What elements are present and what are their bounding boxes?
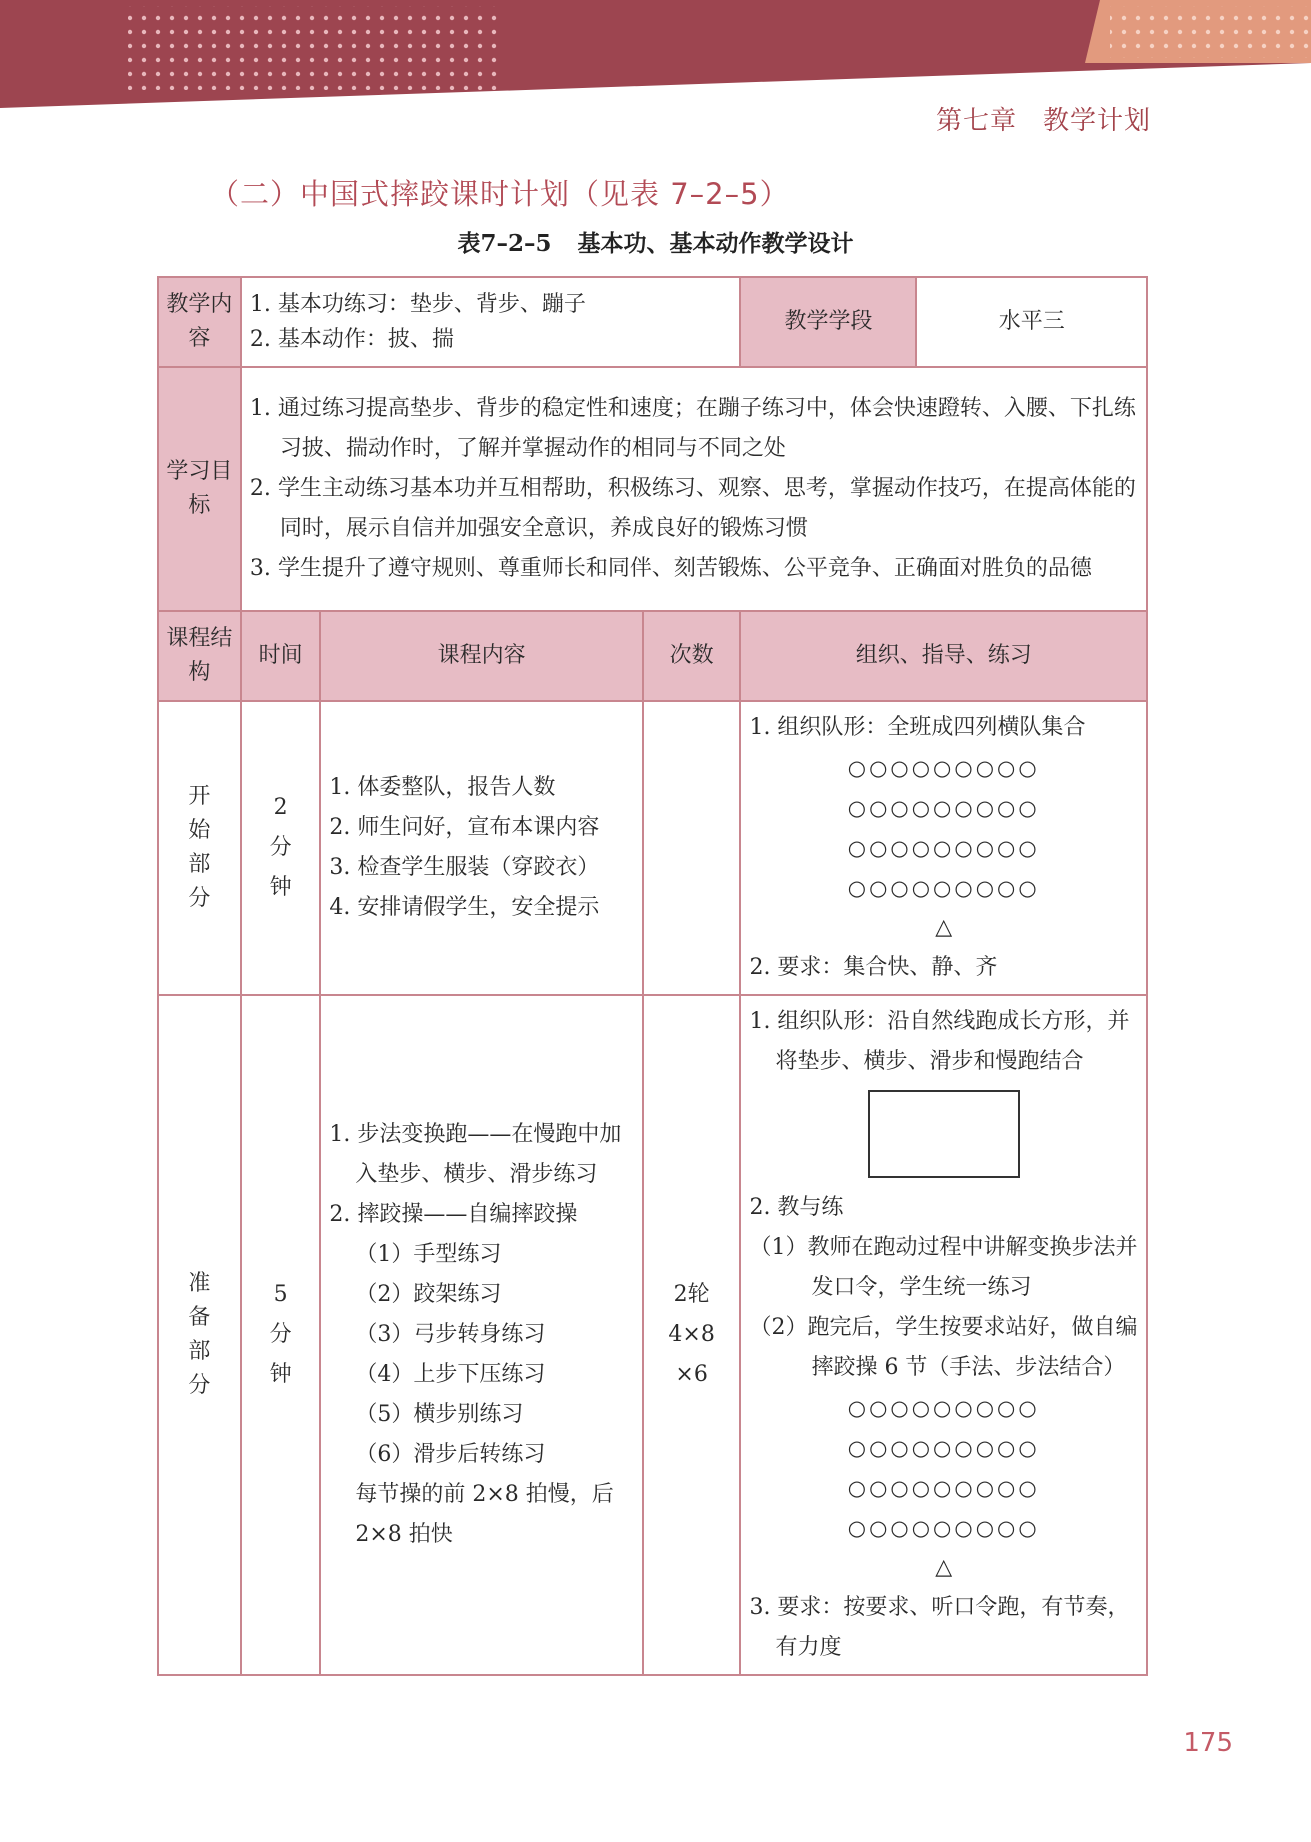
formation-row: ○○○○○○○○○ [847, 1396, 1040, 1420]
header-content: 课程内容 [320, 611, 642, 701]
formation-row: ○○○○○○○○○ [847, 756, 1040, 780]
org-opening [740, 701, 1147, 995]
content-line: 1. 基本功练习：垫步、背步、蹦子 [249, 292, 586, 317]
content-note: 每节操的前 2×8 拍慢，后 2×8 拍快 [355, 1482, 614, 1547]
goal-item: 3. 学生提升了遵守规则、尊重师长和同伴、刻苦锻炼、公平竞争、正确面对胜负的品德 [249, 556, 1092, 581]
content-item: 3. 检查学生服装（穿跤衣） [329, 855, 600, 880]
org-teach-title: 2. 教与练 [749, 1195, 844, 1220]
content-line: 2. 基本动作：披、揣 [249, 327, 454, 352]
header-count: 次数 [643, 611, 741, 701]
org-requirement: 3. 要求：按要求、听口令跑，有节奏，有力度 [749, 1595, 1130, 1660]
content-item: 1. 体委整队，报告人数 [329, 775, 556, 800]
content-preparation [320, 995, 642, 1675]
content-subitem: （2）跤架练习 [355, 1282, 502, 1307]
header-banner [0, 0, 1311, 110]
content-subitem: （5）横步别练习 [355, 1402, 524, 1427]
count-opening [643, 701, 741, 995]
teacher-position-icon: △ [935, 1555, 953, 1580]
part-preparation: 准备部分 [158, 995, 241, 1675]
teaching-stage-value: 水平三 [916, 277, 1147, 367]
formation-row: ○○○○○○○○○ [847, 1516, 1040, 1540]
page-number: 175 [1183, 1728, 1233, 1758]
content-item: 4. 安排请假学生，安全提示 [329, 895, 600, 920]
chapter-title: 教学计划 [1042, 106, 1151, 136]
learning-goals [241, 367, 1147, 611]
content-opening [320, 701, 642, 995]
org-preparation [740, 995, 1147, 1675]
header-structure: 课程结构 [158, 611, 241, 701]
label-learning-goals: 学习目标 [158, 367, 241, 611]
content-subitem: （1）手型练习 [355, 1242, 502, 1267]
org-intro: 1. 组织队形：全班成四列横队集合 [749, 715, 1086, 740]
count-preparation: 2轮 4×8 ×6 [643, 995, 741, 1675]
org-requirement: 2. 要求：集合快、静、齐 [749, 955, 998, 980]
chapter-number: 第七章 [935, 106, 1017, 136]
label-teaching-content: 教学内容 [158, 277, 241, 367]
org-teach-item: （2）跑完后，学生按要求站好，做自编摔跤操 6 节（手法、步法结合） [749, 1315, 1138, 1380]
table-number: 表7–2–5 [457, 230, 552, 257]
chapter-heading [936, 100, 1151, 137]
formation-row: ○○○○○○○○○ [847, 1476, 1040, 1500]
formation-row: ○○○○○○○○○ [847, 1436, 1040, 1460]
content-subitem: （4）上步下压练习 [355, 1362, 546, 1387]
formation-row: ○○○○○○○○○ [847, 836, 1040, 860]
formation-row: ○○○○○○○○○ [847, 796, 1040, 820]
goal-item: 1. 通过练习提高垫步、背步的稳定性和速度；在蹦子练习中，体会快速蹬转、入腰、下扎练习披、揣动作时，了解并掌握动作的相同与不同之处 [249, 396, 1136, 461]
section-title: （二）中国式摔跤课时计划（见表 7–2–5） [210, 177, 790, 211]
content-item: 1. 步法变换跑——在慢跑中加入垫步、横步、滑步练习 [329, 1122, 622, 1187]
label-teaching-stage: 教学学段 [740, 277, 916, 367]
header-organization: 组织、指导、练习 [740, 611, 1147, 701]
content-subitem: （6）滑步后转练习 [355, 1442, 546, 1467]
content-item: 2. 摔跤操——自编摔跤操 [329, 1202, 578, 1227]
teaching-content [241, 277, 741, 367]
header-time: 时间 [241, 611, 320, 701]
content-subitem: （3）弓步转身练习 [355, 1322, 546, 1347]
running-route-rectangle [868, 1090, 1020, 1178]
org-teach-item: （1）教师在跑动过程中讲解变换步法并发口令，学生统一练习 [749, 1235, 1138, 1300]
table-title: 基本功、基本动作教学设计 [577, 230, 854, 257]
time-preparation: 5分钟 [241, 995, 320, 1675]
table-caption [0, 225, 1311, 258]
part-opening: 开始部分 [158, 701, 241, 995]
formation-row: ○○○○○○○○○ [847, 876, 1040, 900]
content-item: 2. 师生问好，宣布本课内容 [329, 815, 600, 840]
time-opening: 2分钟 [241, 701, 320, 995]
org-intro: 1. 组织队形：沿自然线跑成长方形，并将垫步、横步、滑步和慢跑结合 [749, 1009, 1130, 1074]
lesson-plan-table [157, 276, 1148, 1676]
goal-item: 2. 学生主动练习基本功并互相帮助，积极练习、观察、思考，掌握动作技巧，在提高体能的同时，展示自信并加强安全意识，养成良好的锻炼习惯 [249, 476, 1136, 541]
teacher-position-icon: △ [935, 915, 953, 940]
